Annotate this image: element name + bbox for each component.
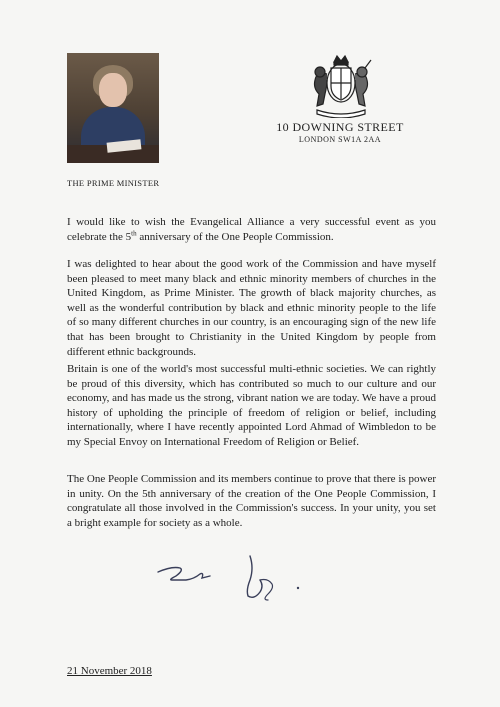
paragraph-4: The One People Commission and its members continue to prove that there is power in unity. On the 5th anniversary of the creation of the One People Commission, I congratulate all those involved in the Commission's success. In your unity, you set a bright example for society as a whole. [67,473,436,529]
sender-title: THE PRIME MINISTER [67,178,160,188]
handwritten-signature [150,550,320,610]
paragraph-1-text-a: I would like to wish the Evangelical Alliance a very successful event as you celebrate the 5 [67,216,436,243]
royal-coat-of-arms-icon [305,52,377,118]
letter-date: 21 November 2018 [67,665,152,677]
portrait-photo [67,53,159,163]
paragraph-3: Britain is one of the world's most successful multi-ethnic societies. We can rightly be proud of this diversity, which has contributed so much to our culture and our economy, and has made us the strong, vibrant nation we are today. We have a proud history of upholding the principle of freedom of religion or belief, including internationally, where I have recently appointed Lord Ahmad of Wimbledon to be my Special Envoy on International Freedom of Religion or Belief. [67,363,436,448]
paragraph-1 [67,215,436,244]
paragraph-2: I was delighted to hear about the good work of the Commission and have myself been pleased to meet many black and ethnic minority members of churches in the United Kingdom, as Prime Minister. The growth of black majority churches, as well as the wonderful contribution by black and ethnic minority people to the life of so many different churches in our country, is an encouraging sign of the new life that has been brought to Christianity in the United Kingdom by people from different ethnic backgrounds. [67,258,436,358]
paragraph-1-text-b: anniversary of the One People Commission. [136,230,334,243]
address-postcode: LONDON SW1A 2AA [298,135,382,144]
address-street: 10 DOWNING STREET [276,120,404,134]
ordinal-suffix: th [131,228,137,237]
